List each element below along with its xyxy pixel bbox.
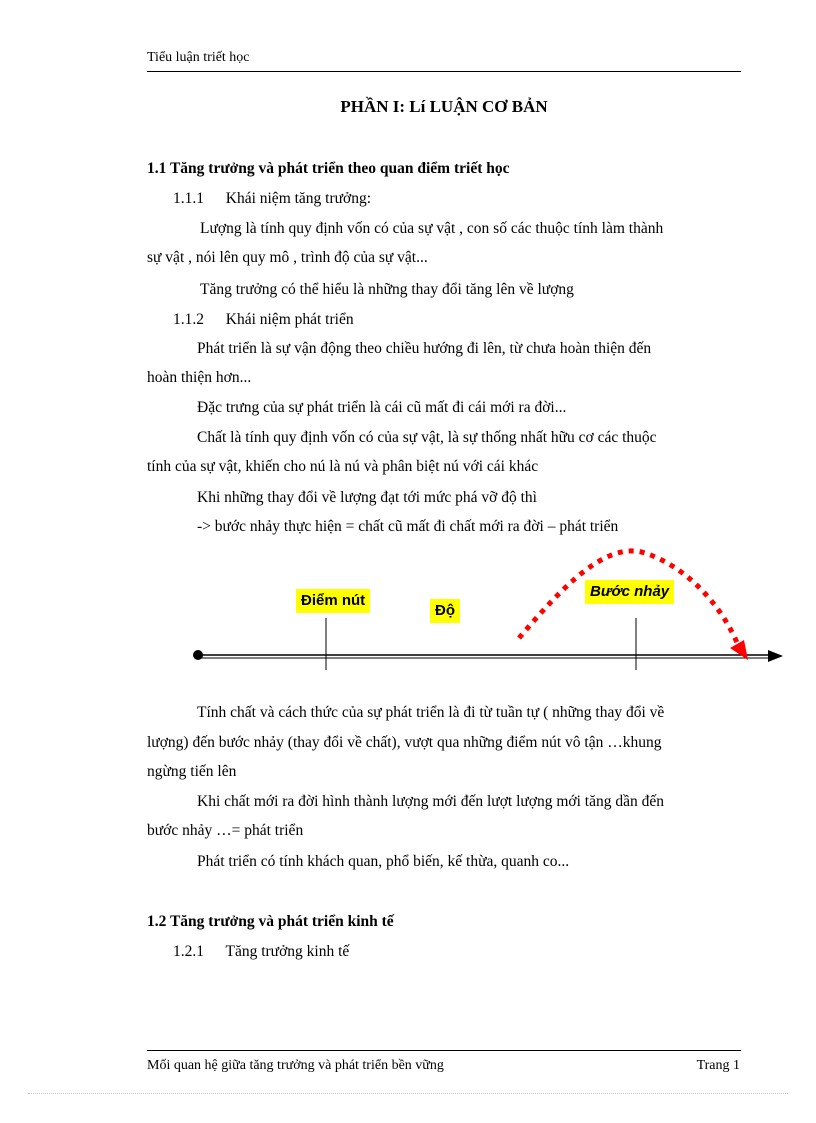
subsection-title: Khái niệm phát triển — [225, 311, 354, 328]
running-header: Tiểu luận triết học — [147, 50, 250, 65]
paragraph-line: Tính chất và cách thức của sự phát triển là đi từ tuần tự ( những thay đổi về — [197, 704, 665, 721]
timeline-start-dot — [193, 650, 203, 660]
paragraph-line: Phát triển là sự vận động theo chiều hướng đi lên, từ chưa hoàn thiện đến — [197, 340, 652, 357]
section-1-2-heading: 1.2 Tăng trưởng và phát triển kinh tế — [147, 913, 394, 930]
label-buoc-nhay: Bước nhảy — [585, 580, 674, 604]
part-title: PHẦN I: Lí LUẬN CƠ BẢN — [340, 97, 548, 116]
label-diem-nut: Điểm nút — [296, 589, 370, 613]
paragraph-line: Chất là tính quy định vốn có của sự vật, là sự thống nhất hữu cơ các thuộc — [197, 429, 657, 446]
paragraph-line: bước nhảy …= phát triển — [147, 822, 304, 839]
paragraph-line: sự vật , nói lên quy mô , trình độ của sự vật... — [147, 249, 428, 266]
section-1-1-heading: 1.1 Tăng trưởng và phát triển theo quan điểm triết học — [147, 160, 510, 177]
paragraph-line: Khi chất mới ra đời hình thành lượng mới đến lượt lượng mới tăng dần đến — [197, 793, 664, 810]
subsection-number: 1.1.1 — [173, 190, 204, 207]
subsection-1-2-1 — [173, 943, 349, 961]
running-footer-title: Mối quan hệ giữa tăng trưởng và phát triển bền vững — [147, 1058, 444, 1073]
paragraph-line: hoàn thiện hơn... — [147, 369, 252, 386]
paragraph-line: Đặc trưng của sự phát triển là cái cũ mất đi cái mới ra đời... — [197, 399, 567, 416]
label-do: Độ — [430, 599, 460, 623]
paragraph-line: Khi những thay đổi về lượng đạt tới mức phá vỡ độ thì — [197, 489, 537, 506]
paragraph-line: lượng) đến bước nhảy (thay đổi về chất), vượt qua những điểm nút vô tận …khung — [147, 734, 662, 751]
paragraph-line: Tăng trưởng có thể hiểu là những thay đổi tăng lên về lượng — [200, 281, 574, 298]
subsection-title: Khái niệm tăng trưởng: — [225, 190, 372, 207]
paragraph-line: Phát triển có tính khách quan, phổ biến, kế thừa, quanh co... — [197, 853, 570, 870]
subsection-number: 1.1.2 — [173, 311, 204, 328]
page-number: Trang 1 — [696, 1058, 740, 1073]
leap-arc-arrowhead — [730, 640, 748, 660]
paragraph-line: -> bước nhảy thực hiện = chất cũ mất đi chất mới ra đời – phát triển — [197, 518, 619, 535]
paragraph-line: Lượng là tính quy định vốn có của sự vật , con số các thuộc tính làm thành — [200, 220, 664, 237]
paragraph-line: tính của sự vật, khiến cho nú là nú và phân biệt nú với cái khác — [147, 458, 539, 475]
timeline-arrowhead — [768, 650, 783, 662]
paragraph-line: ngừng tiến lên — [147, 763, 237, 780]
subsection-title: Tăng trưởng kinh tế — [225, 943, 350, 960]
subsection-number: 1.2.1 — [173, 943, 204, 960]
footer-rule — [147, 1050, 741, 1051]
page-edge-dotted — [28, 1093, 788, 1094]
